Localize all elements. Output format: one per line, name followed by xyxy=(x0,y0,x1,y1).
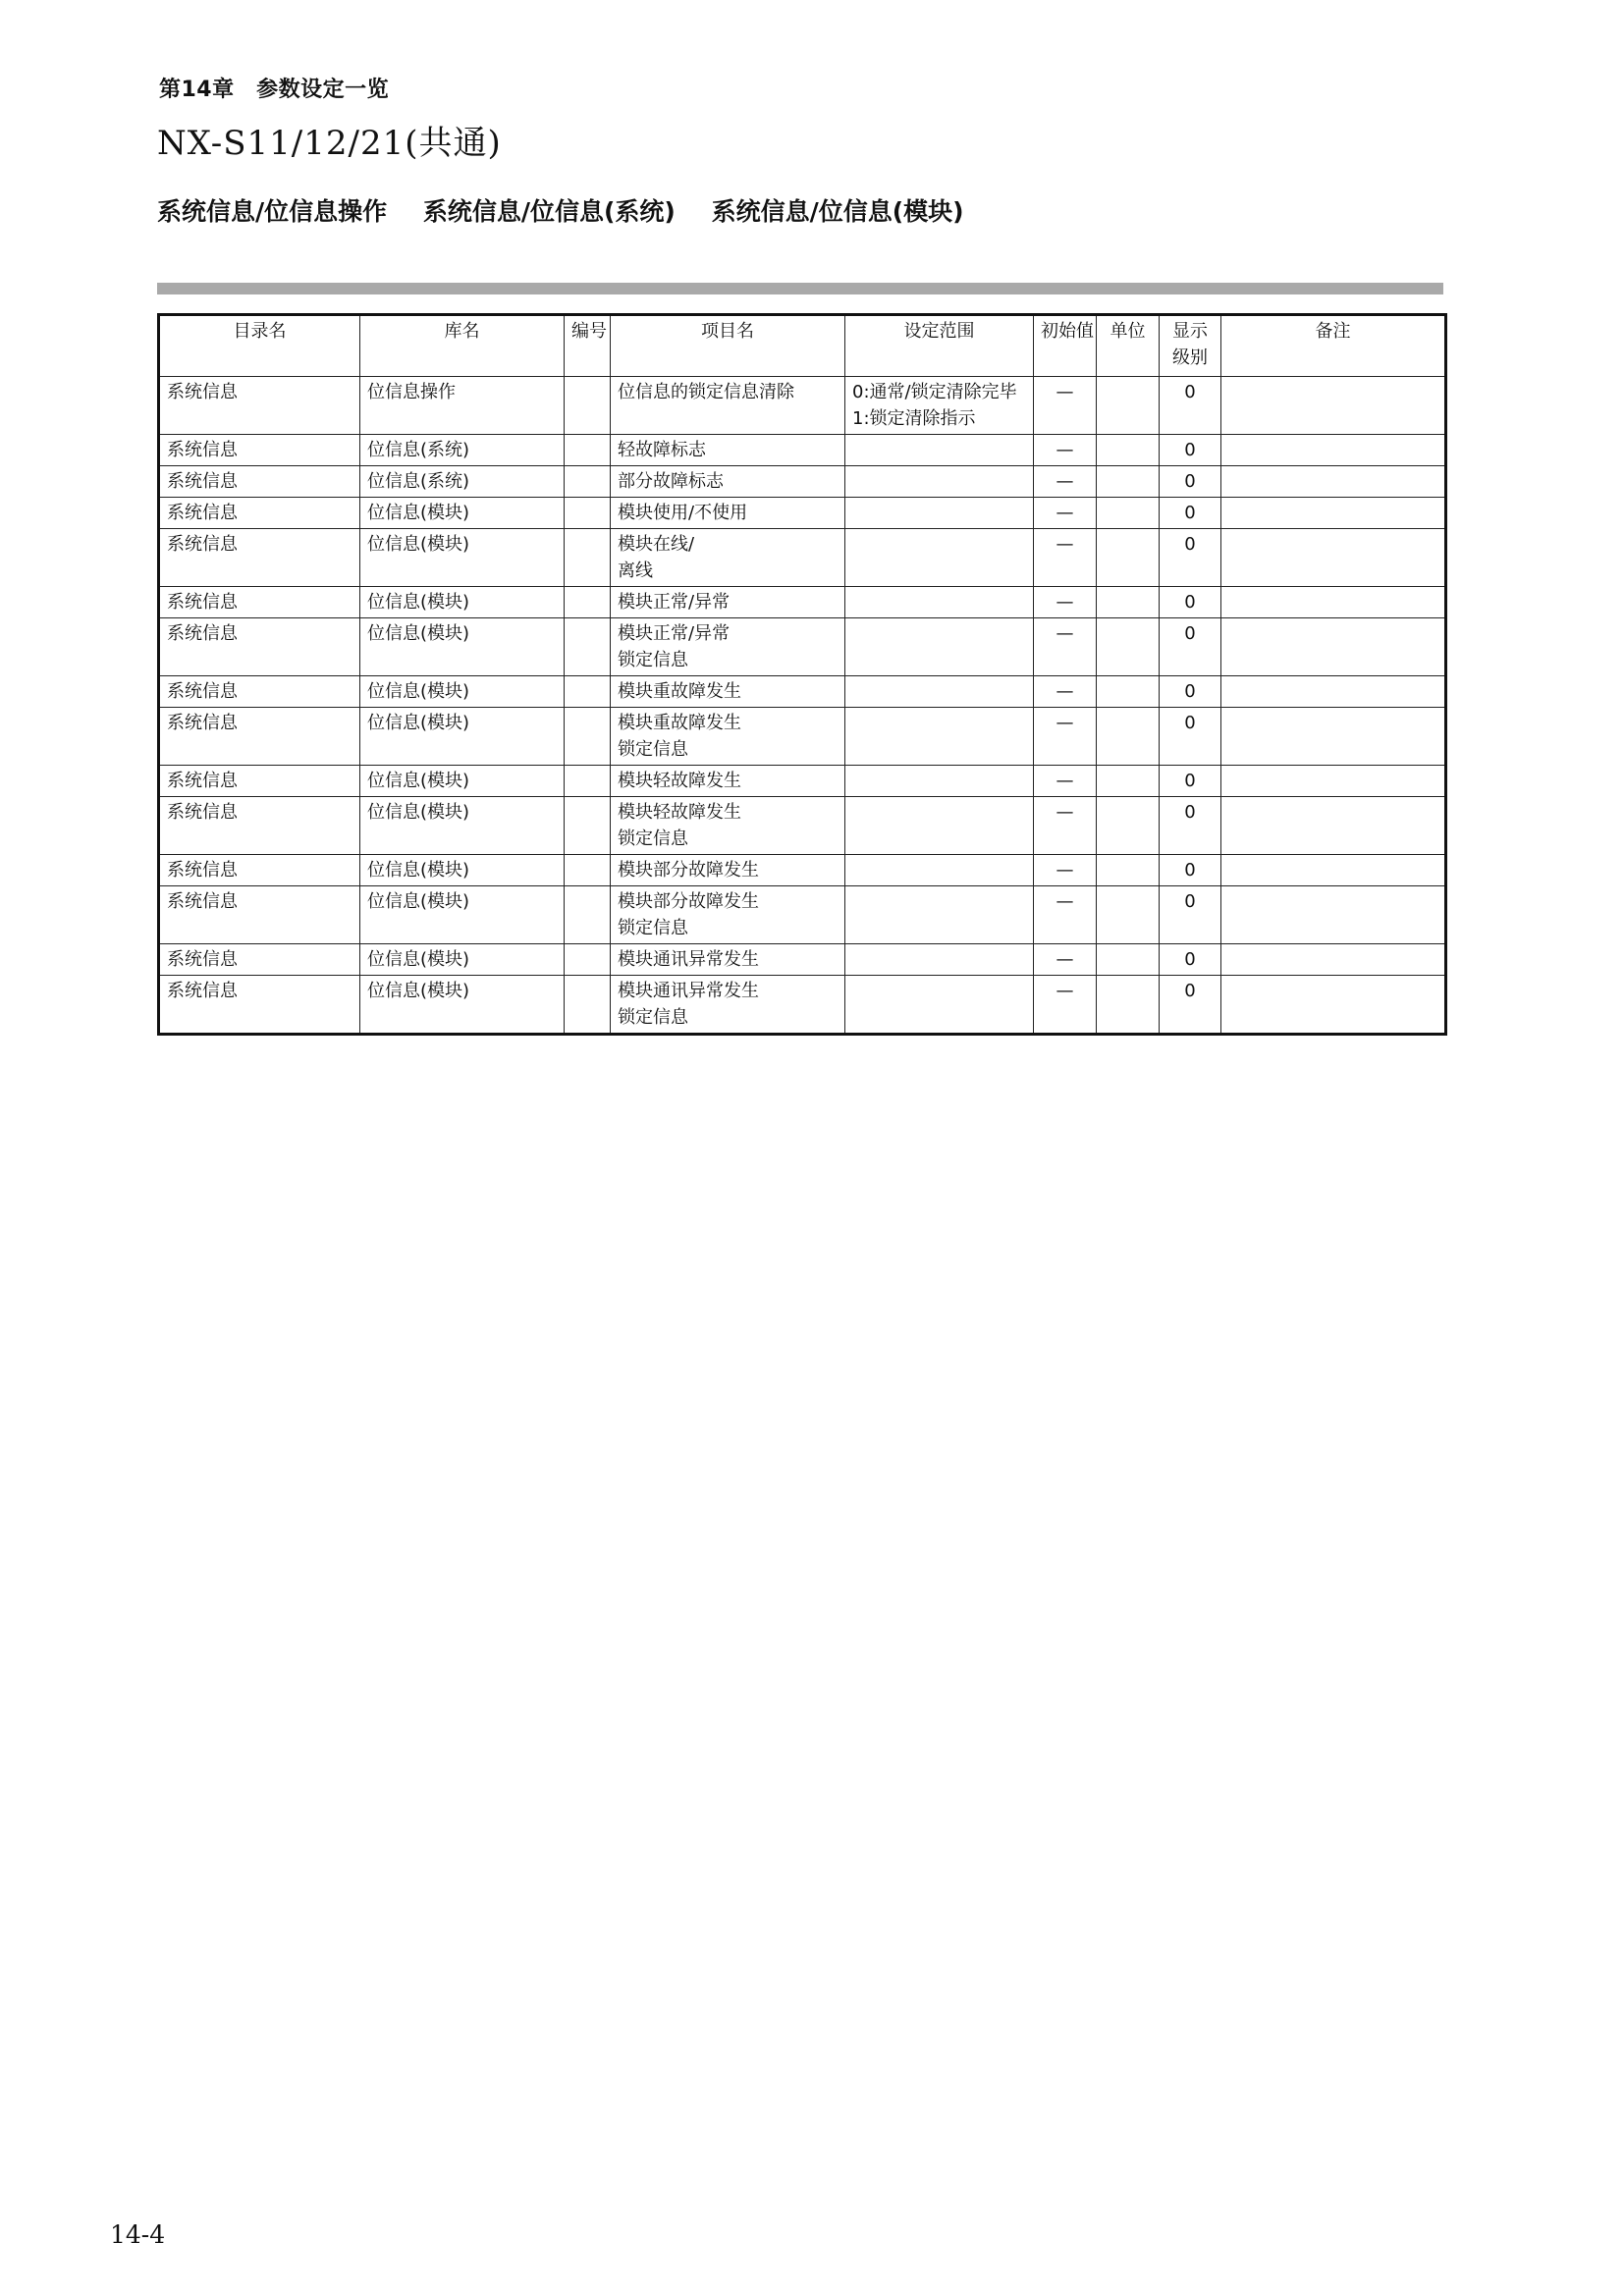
cell-level: 0 xyxy=(1160,708,1221,766)
cell-level: 0 xyxy=(1160,377,1221,435)
table-row xyxy=(159,797,1446,855)
cell-library: 位信息(模块) xyxy=(360,498,565,529)
cell-item xyxy=(611,766,845,797)
cell-unit xyxy=(1097,529,1160,587)
table-row xyxy=(159,466,1446,498)
cell-level: 0 xyxy=(1160,797,1221,855)
cell-catalog: 系统信息 xyxy=(159,587,360,618)
cell-catalog: 系统信息 xyxy=(159,886,360,944)
table-row xyxy=(159,587,1446,618)
cell-item xyxy=(611,976,845,1035)
cell-library: 位信息(模块) xyxy=(360,855,565,886)
cell-unit xyxy=(1097,466,1160,498)
cell-range xyxy=(845,976,1034,1035)
table-row xyxy=(159,498,1446,529)
cell-item xyxy=(611,377,845,435)
cell-number xyxy=(565,377,611,435)
cell-number xyxy=(565,708,611,766)
cell-catalog: 系统信息 xyxy=(159,797,360,855)
cell-item-line: 模块部分故障发生 xyxy=(618,891,759,912)
cell-unit xyxy=(1097,377,1160,435)
cell-number xyxy=(565,855,611,886)
cell-catalog: 系统信息 xyxy=(159,766,360,797)
cell-library: 位信息(模块) xyxy=(360,587,565,618)
cell-library: 位信息(模块) xyxy=(360,676,565,708)
cell-level: 0 xyxy=(1160,855,1221,886)
col-header-level: 级别 xyxy=(1172,347,1208,368)
cell-unit xyxy=(1097,976,1160,1035)
cell-initial: — xyxy=(1034,529,1097,587)
cell-note xyxy=(1221,676,1446,708)
parameter-table xyxy=(157,313,1447,1036)
cell-unit xyxy=(1097,676,1160,708)
cell-number xyxy=(565,976,611,1035)
cell-number xyxy=(565,797,611,855)
cell-note xyxy=(1221,618,1446,676)
cell-catalog: 系统信息 xyxy=(159,855,360,886)
cell-initial: — xyxy=(1034,466,1097,498)
chapter-title: 第14章 参数设定一览 xyxy=(159,78,390,102)
cell-range xyxy=(845,944,1034,976)
cell-unit xyxy=(1097,498,1160,529)
page-number: 14-4 xyxy=(110,2220,166,2249)
cell-note xyxy=(1221,944,1446,976)
cell-catalog: 系统信息 xyxy=(159,944,360,976)
cell-catalog: 系统信息 xyxy=(159,976,360,1035)
cell-level: 0 xyxy=(1160,766,1221,797)
cell-library: 位信息(系统) xyxy=(360,435,565,466)
cell-initial: — xyxy=(1034,676,1097,708)
cell-note xyxy=(1221,766,1446,797)
cell-level: 0 xyxy=(1160,976,1221,1035)
cell-item xyxy=(611,498,845,529)
cell-item xyxy=(611,676,845,708)
model-title: NX-S11/12/21(共通) xyxy=(157,124,502,163)
cell-initial: — xyxy=(1034,797,1097,855)
cell-initial: — xyxy=(1034,498,1097,529)
col-header-number: 编号 xyxy=(565,315,611,377)
cell-range xyxy=(845,529,1034,587)
section-headings xyxy=(157,192,992,228)
cell-catalog: 系统信息 xyxy=(159,466,360,498)
cell-item xyxy=(611,587,845,618)
cell-item xyxy=(611,944,845,976)
cell-level: 0 xyxy=(1160,435,1221,466)
cell-unit xyxy=(1097,944,1160,976)
cell-initial: — xyxy=(1034,976,1097,1035)
cell-item-line: 模块在线/ xyxy=(618,534,695,555)
table-row xyxy=(159,529,1446,587)
cell-range xyxy=(845,377,1034,435)
cell-catalog: 系统信息 xyxy=(159,435,360,466)
cell-library: 位信息(系统) xyxy=(360,466,565,498)
cell-note xyxy=(1221,886,1446,944)
col-header-catalog: 目录名 xyxy=(159,315,360,377)
col-header-display: 显示 xyxy=(1172,321,1208,342)
cell-library: 位信息(模块) xyxy=(360,886,565,944)
cell-note xyxy=(1221,708,1446,766)
cell-library: 位信息(模块) xyxy=(360,797,565,855)
cell-note xyxy=(1221,377,1446,435)
cell-level: 0 xyxy=(1160,944,1221,976)
cell-initial: — xyxy=(1034,766,1097,797)
cell-number xyxy=(565,466,611,498)
col-header-note: 备注 xyxy=(1221,315,1446,377)
cell-range xyxy=(845,708,1034,766)
cell-item-line: 模块正常/异常 xyxy=(618,592,731,613)
cell-note xyxy=(1221,976,1446,1035)
cell-item xyxy=(611,855,845,886)
cell-range xyxy=(845,766,1034,797)
cell-unit xyxy=(1097,435,1160,466)
cell-unit xyxy=(1097,618,1160,676)
cell-item-line: 模块通讯异常发生 xyxy=(618,949,759,970)
cell-item-line: 模块轻故障发生 xyxy=(618,771,741,791)
cell-range-line: 0:通常/锁定清除完毕 xyxy=(852,382,1017,402)
cell-item xyxy=(611,618,845,676)
cell-library: 位信息(模块) xyxy=(360,529,565,587)
cell-number xyxy=(565,766,611,797)
cell-range xyxy=(845,466,1034,498)
cell-level: 0 xyxy=(1160,529,1221,587)
cell-library: 位信息(模块) xyxy=(360,708,565,766)
cell-unit xyxy=(1097,766,1160,797)
cell-item xyxy=(611,466,845,498)
cell-item-line: 轻故障标志 xyxy=(618,440,706,460)
cell-library: 位信息操作 xyxy=(360,377,565,435)
cell-initial: — xyxy=(1034,587,1097,618)
section-heading: 系统信息/位信息操作 xyxy=(157,197,388,226)
col-header-initial: 初始值 xyxy=(1034,315,1097,377)
cell-initial: — xyxy=(1034,377,1097,435)
cell-item-line: 锁定信息 xyxy=(618,650,688,670)
cell-initial: — xyxy=(1034,886,1097,944)
cell-level: 0 xyxy=(1160,618,1221,676)
cell-item-line: 模块正常/异常 xyxy=(618,623,731,644)
cell-item xyxy=(611,886,845,944)
cell-library: 位信息(模块) xyxy=(360,766,565,797)
cell-range xyxy=(845,676,1034,708)
table-row xyxy=(159,886,1446,944)
col-header-display-level xyxy=(1160,315,1221,377)
cell-item-line: 模块使用/不使用 xyxy=(618,503,748,523)
cell-range xyxy=(845,435,1034,466)
table-row xyxy=(159,618,1446,676)
cell-range xyxy=(845,797,1034,855)
cell-number xyxy=(565,618,611,676)
cell-initial: — xyxy=(1034,435,1097,466)
cell-unit xyxy=(1097,886,1160,944)
cell-item-line: 离线 xyxy=(618,561,653,581)
cell-item xyxy=(611,529,845,587)
cell-initial: — xyxy=(1034,618,1097,676)
cell-library: 位信息(模块) xyxy=(360,976,565,1035)
cell-number xyxy=(565,529,611,587)
table-row xyxy=(159,676,1446,708)
cell-item-line: 部分故障标志 xyxy=(618,471,724,492)
cell-item-line: 锁定信息 xyxy=(618,739,688,760)
cell-level: 0 xyxy=(1160,587,1221,618)
table-row xyxy=(159,944,1446,976)
cell-catalog: 系统信息 xyxy=(159,708,360,766)
cell-level: 0 xyxy=(1160,466,1221,498)
cell-catalog: 系统信息 xyxy=(159,529,360,587)
cell-level: 0 xyxy=(1160,886,1221,944)
cell-range xyxy=(845,587,1034,618)
cell-unit xyxy=(1097,797,1160,855)
cell-note xyxy=(1221,498,1446,529)
cell-item-line: 锁定信息 xyxy=(618,1007,688,1028)
cell-item-line: 锁定信息 xyxy=(618,828,688,849)
cell-item xyxy=(611,435,845,466)
cell-number xyxy=(565,676,611,708)
cell-note xyxy=(1221,587,1446,618)
cell-catalog: 系统信息 xyxy=(159,676,360,708)
col-header-range: 设定范围 xyxy=(845,315,1034,377)
cell-item-line: 模块通讯异常发生 xyxy=(618,981,759,1001)
cell-note xyxy=(1221,466,1446,498)
cell-library: 位信息(模块) xyxy=(360,944,565,976)
cell-number xyxy=(565,944,611,976)
table-row xyxy=(159,855,1446,886)
col-header-item: 项目名 xyxy=(611,315,845,377)
cell-item-line: 锁定信息 xyxy=(618,918,688,938)
cell-number xyxy=(565,587,611,618)
cell-range xyxy=(845,886,1034,944)
cell-item-line: 模块重故障发生 xyxy=(618,681,741,702)
cell-number xyxy=(565,435,611,466)
table-row xyxy=(159,766,1446,797)
cell-note xyxy=(1221,797,1446,855)
cell-item xyxy=(611,708,845,766)
cell-initial: — xyxy=(1034,944,1097,976)
section-heading: 系统信息/位信息(模块) xyxy=(711,197,964,226)
cell-item-line: 模块重故障发生 xyxy=(618,713,741,733)
cell-unit xyxy=(1097,708,1160,766)
section-heading: 系统信息/位信息(系统) xyxy=(422,197,676,226)
table-header-row xyxy=(159,315,1446,377)
cell-initial: — xyxy=(1034,708,1097,766)
cell-range xyxy=(845,855,1034,886)
cell-range xyxy=(845,618,1034,676)
cell-number xyxy=(565,498,611,529)
cell-catalog: 系统信息 xyxy=(159,498,360,529)
table-body xyxy=(159,377,1446,1035)
table-row xyxy=(159,976,1446,1035)
cell-initial: — xyxy=(1034,855,1097,886)
cell-catalog: 系统信息 xyxy=(159,618,360,676)
cell-note xyxy=(1221,529,1446,587)
cell-library: 位信息(模块) xyxy=(360,618,565,676)
cell-item-line: 模块部分故障发生 xyxy=(618,860,759,881)
table-row xyxy=(159,708,1446,766)
cell-unit xyxy=(1097,855,1160,886)
table-row xyxy=(159,377,1446,435)
cell-number xyxy=(565,886,611,944)
header-divider xyxy=(157,283,1443,294)
cell-range xyxy=(845,498,1034,529)
cell-item-line: 模块轻故障发生 xyxy=(618,802,741,823)
cell-item-line: 位信息的锁定信息清除 xyxy=(618,382,794,402)
cell-unit xyxy=(1097,587,1160,618)
cell-note xyxy=(1221,435,1446,466)
cell-range-line: 1:锁定清除指示 xyxy=(852,408,976,429)
cell-note xyxy=(1221,855,1446,886)
table-row xyxy=(159,435,1446,466)
cell-level: 0 xyxy=(1160,676,1221,708)
cell-level: 0 xyxy=(1160,498,1221,529)
col-header-library: 库名 xyxy=(360,315,565,377)
cell-catalog: 系统信息 xyxy=(159,377,360,435)
cell-item xyxy=(611,797,845,855)
col-header-unit: 单位 xyxy=(1097,315,1160,377)
